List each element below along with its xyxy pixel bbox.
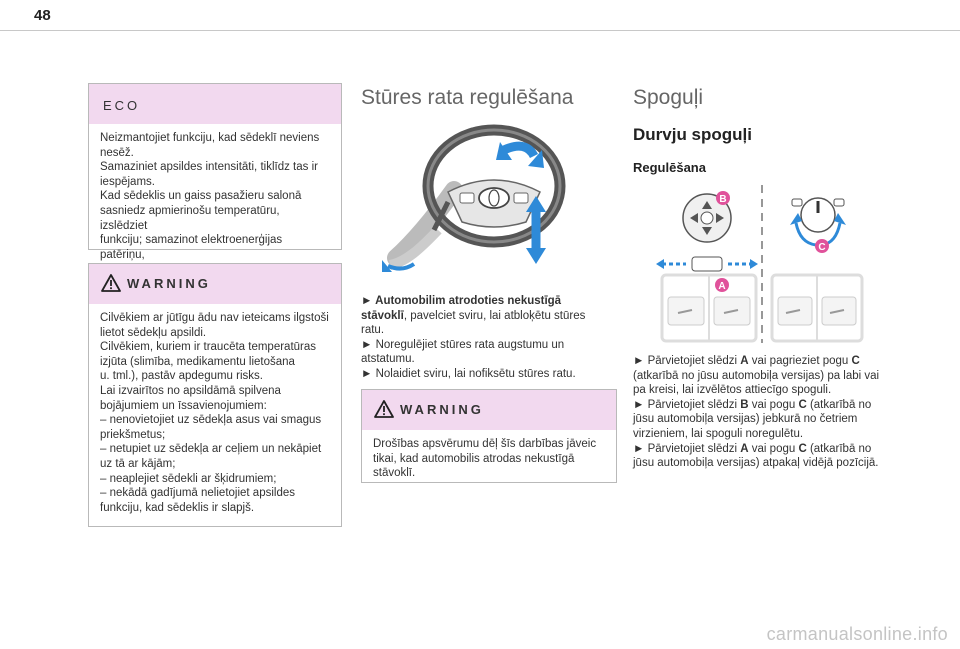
mirror-step-3-label-a: A — [740, 442, 749, 455]
mirror-step-1-a: ► Pārvietojiet slēdzi — [633, 355, 741, 367]
adjustment-heading: Regulēšana — [633, 160, 706, 175]
steering-step-1 — [361, 294, 606, 338]
eco-box-header — [89, 84, 341, 124]
steering-step-2: ► Noregulējiet stūres rata augstumu un atstatumu. — [361, 338, 565, 366]
warning-title-steering: WARNING — [400, 402, 484, 417]
mirror-step-2-a: ► Pārvietojiet slēdzi — [633, 398, 741, 411]
steering-step-1-rest: , pavelciet sviru, lai atbloķētu stūres ratu. — [361, 309, 586, 337]
mirror-step-2-c: (atkarībā no jūsu automobiļa versijas) jebkurā no četriem virzieniem, lai spoguli noregulētu. — [633, 398, 872, 440]
warning-text-steering: Drošības apsvērumu dēļ šīs darbības jāveic tikai, kad automobilis atrodas nekustīgā stāvoklī. — [373, 438, 597, 480]
mirror-step-3-b: vai pogu — [748, 442, 799, 455]
steering-steps — [361, 294, 606, 382]
eco-title: ECO — [103, 98, 141, 113]
steering-heading: Stūres rata regulēšana — [361, 86, 574, 109]
mirror-step-3-a: ► Pārvietojiet slēdzi — [633, 442, 741, 455]
label-b: B — [719, 194, 727, 205]
warning-title: WARNING — [127, 276, 211, 291]
mirror-step-1-c: (atkarībā no jūsu automobiļa versijas) pa labi vai pa kreisi, lai izvēlētos attiecīgo spoguli. — [633, 369, 880, 397]
warning-triangle-icon — [374, 400, 394, 418]
warning-box-steering-header — [362, 390, 616, 430]
mirror-step-2-b: vai pogu — [748, 398, 799, 411]
label-c: C — [818, 242, 826, 253]
mirror-step-1-label-c: C — [851, 355, 860, 367]
knob-illustration — [772, 198, 862, 341]
mirror-step-3 — [633, 442, 895, 471]
door-mirrors-heading: Durvju spoguļi — [633, 125, 752, 144]
mirror-step-2-label-b: B — [740, 398, 749, 411]
label-a: A — [718, 281, 726, 292]
mirror-step-1-label-a: A — [740, 355, 749, 367]
mirror-step-3-c: (atkarībā no jūsu automobiļa versijas) atpakaļ vidējā pozīcijā. — [633, 442, 879, 470]
eco-box — [88, 83, 342, 261]
switch-illustration — [656, 191, 758, 341]
warning-triangle-icon — [101, 274, 121, 292]
warning-box-header — [89, 264, 341, 304]
mirror-controls-illustration — [650, 185, 865, 345]
mirror-step-2-label-c: C — [798, 398, 807, 411]
watermark-text: carmanualsonline.info — [766, 624, 948, 644]
warning-text: Cilvēkiem ar jūtīgu ādu nav ieteicams ilgstoši lietot sēdekļu apsildi. Cilvēkiem, kuriem ir traucēta temperatūras izjūta (slimība, medikamentu lietošana u. tml.), pastāv apdegumu risks. Lai izvairītos no apsildāmā spilvena bojājumiem un īssavienojumiem: – nenovietojiet uz sēdekļa asus vai smagus priekšmetus; – netupiet uz sēdekļa ar ceļiem un nekāpiet uz tā ar kājām; – neaplejiet sēdekli ar šķidrumiem; – nekādā gadījumā nelietojiet apsildes funkciju, kad sēdeklis ir slapjš. — [100, 312, 329, 514]
mirror-steps — [633, 354, 895, 471]
mirrors-heading: Spoguļi — [633, 86, 704, 109]
mirror-step-1-b: vai pagrieziet pogu — [748, 355, 852, 367]
mirror-step-2 — [633, 398, 895, 442]
mirror-step-1 — [633, 354, 895, 398]
eco-text: Neizmantojiet funkciju, kad sēdeklī neviens nesēž. Samaziniet apsildes intensitāti, tiklīdz tas ir iespējams. Kad sēdeklis un gaiss pasažieru salonā sasniedz apmierinošu temperatūru, izslēdziet funkciju; samazinot elektroenerģijas patēriņu, — [100, 132, 320, 261]
top-divider — [0, 30, 960, 31]
steering-wheel-illustration — [376, 120, 566, 275]
mirror-step-3-label-c: C — [798, 442, 807, 455]
warning-box-steering — [361, 389, 617, 483]
page-number: 48 — [34, 7, 51, 24]
steering-step-3: ► Nolaidiet sviru, lai nofiksētu stūres ratu. — [361, 367, 576, 380]
steering-step-1-bold: ► Automobilim atrodoties nekustīgā stāvoklī — [361, 295, 562, 322]
warning-box-left — [88, 263, 342, 527]
